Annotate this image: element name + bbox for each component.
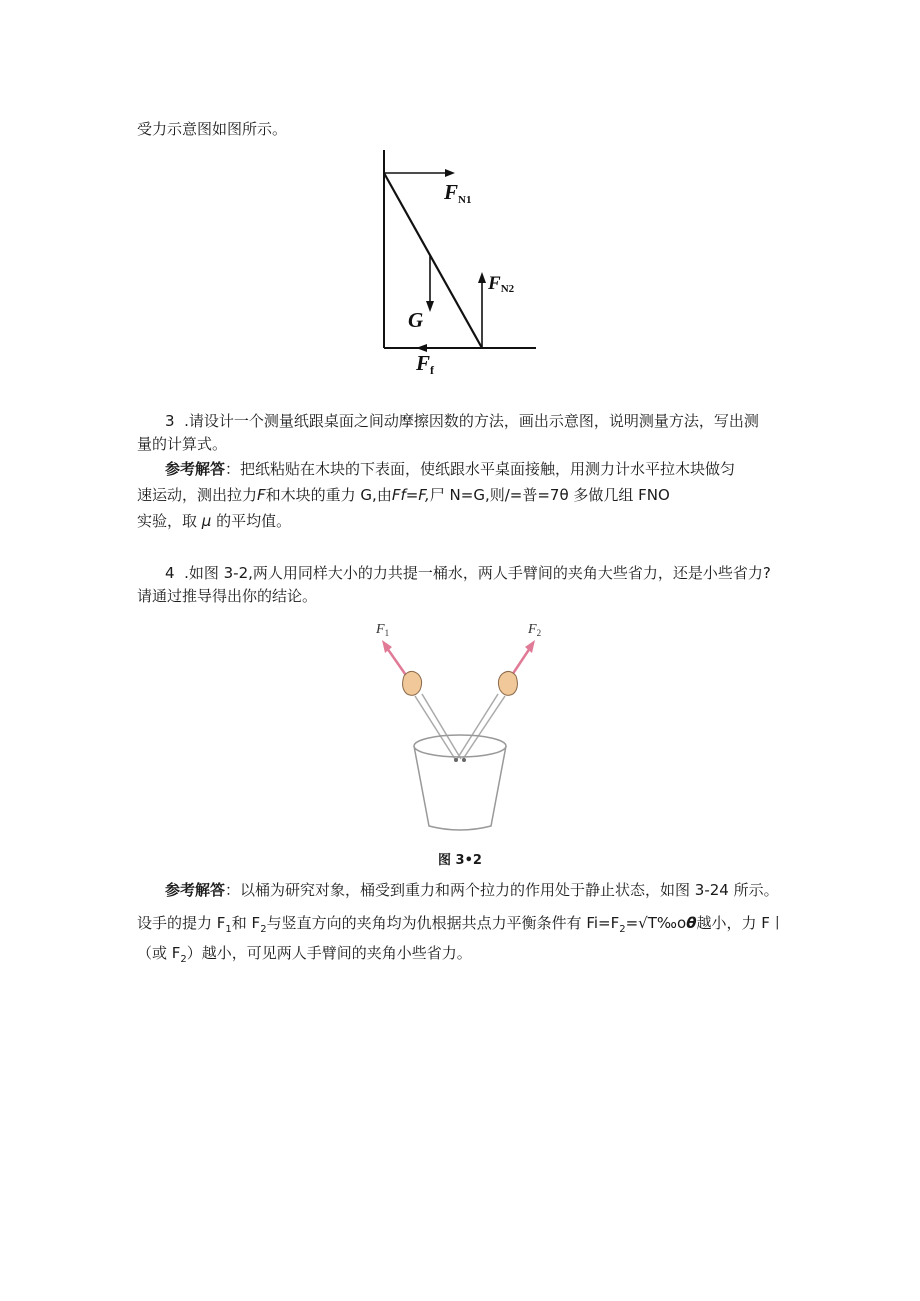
q4-line2: 请通过推导得出你的结论。 (137, 587, 318, 605)
q3-answer-line2: 速运动，测出拉力F和木块的重力 G,由Ff=F,尸 N=G,则/=普=7θ 多做几组 FNO (137, 486, 670, 504)
g-label: G (408, 308, 424, 332)
f2-label: $F_2$ (528, 622, 542, 638)
q4-answer-line2: 设手的提力 $F_1$和 $F_2$与竖直方向的夹角均为仇根据共点力平衡条件有 $Fi=F_2=√T‰o\theta$越小，力 F丨 (137, 914, 785, 935)
q3-answer-line1: 参考解答：把纸粘贴在木块的下表面，使纸跟水平桌面接触，用测力计水平拉木块做匀 (165, 460, 736, 478)
bucket-figure (360, 616, 560, 841)
force-diagram (370, 145, 545, 380)
figure-caption: 图 3•2 (438, 853, 482, 868)
fn1-label: FN1 (444, 180, 472, 206)
q3-line1: 3 .请设计一个测量纸跟桌面之间动摩擦因数的方法，画出示意图，说明测量方法，写出测 (165, 412, 759, 430)
q3-line2: 量的计算式。 (137, 435, 228, 453)
fn2-label: FN2 (488, 273, 515, 295)
q4-answer-line3: （或 $F_2$）越小，可见两人手臂间的夹角小些省力。 (137, 944, 472, 965)
f1-label: $F_1$ (376, 622, 390, 638)
q4-line1: 4 .如图 3-2,两人用同样大小的力共提一桶水，两人手臂间的夹角大些省力，还是小些省力? (165, 564, 771, 582)
q3-answer-line3: 实验，取 μ 的平均值。 (137, 512, 292, 530)
ff-label: Ff (416, 351, 435, 377)
q4-answer-line1: 参考解答：以桶为研究对象，桶受到重力和两个拉力的作用处于静止状态，如图 3-24 所示。 (165, 881, 779, 899)
intro-text: 受力示意图如图所示。 (137, 120, 288, 138)
